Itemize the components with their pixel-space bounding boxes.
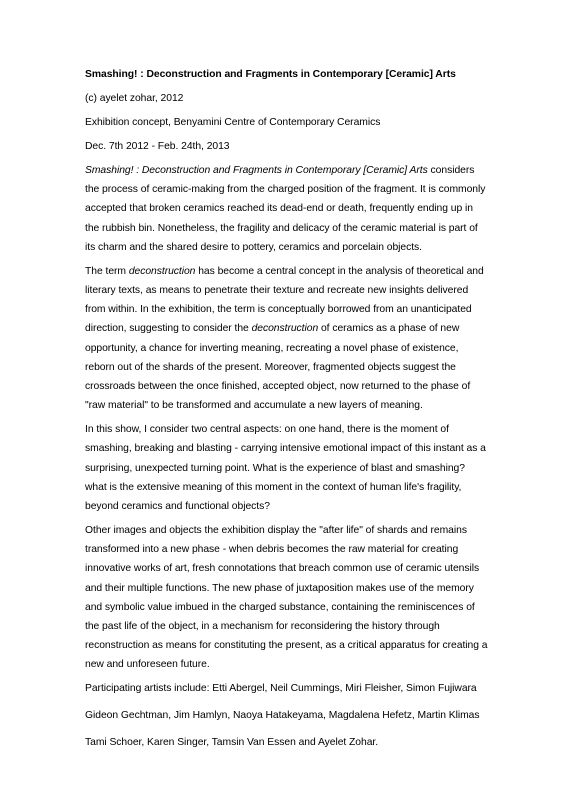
- paragraph-after-life: Other images and objects the exhibition display the "after life" of shards and remains transformed into a new phase - when debris becomes the raw material for creating innovative works of art, fresh connotations that breach common use of ceramic utensils and their multiple functions. The new phase of juxtaposition makes use of the memory and symbolic value imbued in the charged substance, containing the reminiscences of the past life of the object, in a mechanism for reconsidering the history through reconstruction as means for constituting the present, as a critical apparatus for creating a new and unforeseen future.: [85, 525, 488, 671]
- paragraph-deconstruction: [85, 262, 488, 416]
- artists-line-3: Tami Schoer, Karen Singer, Tamsin Van Essen and Ayelet Zohar.: [85, 736, 379, 748]
- document-title: Smashing! : Deconstruction and Fragments in Contemporary [Ceramic] Arts: [85, 69, 456, 80]
- paragraph-deconstruction-text-b: has become a central concept in the analysis of theoretical and literary texts, as means to penetrate their texture and recreate new insights delivered from within. In the exhibition, the term is conceptually borrowed from an unanticipated direction, suggesting to consider the: [85, 265, 484, 335]
- italic-title: Smashing! : Deconstruction and Fragments in Contemporary [Ceramic] Arts: [85, 165, 428, 176]
- paragraph-smashing: In this show, I consider two central aspects: on one hand, there is the moment of smashing, breaking and blasting - carrying intensive emotional impact of this instant as a surprising, unexpected turning point. What is the experience of blast and smashing? what is the extensive meaning of this moment in the context of human life's fragility, beyond ceramics and functional objects?: [85, 424, 486, 513]
- paragraph-intro: [85, 161, 488, 257]
- copyright-line: (c) ayelet zohar, 2012: [85, 93, 184, 104]
- exhibition-dates: Dec. 7th 2012 - Feb. 24th, 2013: [85, 141, 230, 152]
- paragraph-intro-text: considers the process of ceramic-making from the charged position of the fragment. It is commonly accepted that broken ceramics reached its dead-end or death, frequently ending up in the rubbish bin. Nonetheless, the fragility and delicacy of the ceramic material is part of its charm and the shared desire to pottery, ceramics and porcelain objects.: [85, 165, 486, 253]
- document-body: [85, 65, 488, 758]
- italic-term-1: deconstruction: [128, 265, 196, 277]
- paragraph-deconstruction-text-c: of ceramics as a phase of new opportunity, a chance for inverting meaning, recreating a novel phase of existence, reborn out of the shards of the present. Moreover, fragmented objects suggest the crossroads between the once finished, accepted object, now returned to the phase of "raw material" to be transformed and accumulate a new layers of meaning.: [85, 323, 471, 412]
- italic-term-2: deconstruction: [251, 323, 319, 335]
- artists-line-1: Participating artists include: Etti Abergel, Neil Cummings, Miri Fleisher, Simon Fujiwara: [85, 683, 477, 695]
- exhibition-concept-line: Exhibition concept, Benyamini Centre of Contemporary Ceramics: [85, 117, 381, 128]
- artists-line-2: Gideon Gechtman, Jim Hamlyn, Naoya Hatakeyama, Magdalena Hefetz, Martin Klimas: [85, 710, 480, 722]
- paragraph-deconstruction-text-a: The term: [85, 265, 129, 277]
